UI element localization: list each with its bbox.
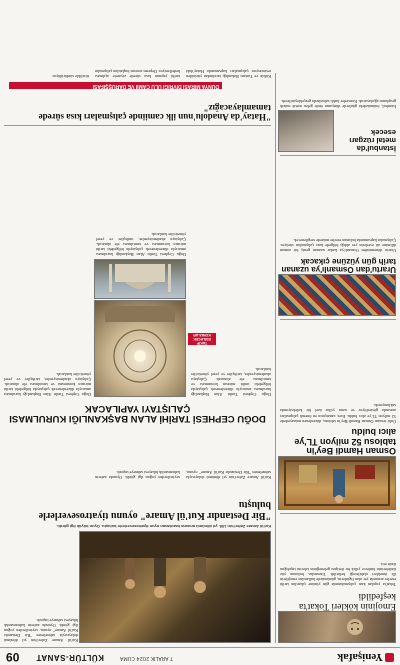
osman-hamdi-painting	[278, 456, 396, 510]
kutul-amare-body-2: Kut'ül Amare Zaferi'nin yıl dönümü dolayısıyla sahnelenen "Bir Destandır Kut'ül Amare" oyunu, seyircilerden yoğun ilgi gördü. Oyunda zaferin kahramanlık hikayesi sahneye taşındı.	[95, 469, 271, 480]
theater-stage-icon	[80, 532, 270, 642]
dogu-cephesi-body-left: Doğu Cephesi Tarihi Alan Başkanlığı kurulması amacıyla düzenlenecek çalıştayda bölgedeki tarihi mirasın korunması ve tanıtılması ele alınacak. Çalıştaya akademisyenler, tarihçiler ve yerel yöneticiler katılacak.	[191, 366, 271, 397]
dogu-cephesi-headline: DOĞU CEPHESİ TARİHİ ALAN BAŞKANLIĞI KURULMASI ÇALIŞTAYI YAPILACAK	[9, 403, 266, 424]
dogu-cephesi-body-mid: Doğu Cephesi Tarihi Alan Başkanlığı kurulması amacıyla düzenlenecek çalıştayda bölgedeki tarihi mirasın korunması ve tanıtılması ele alınacak. Çalıştaya akademisyenler, tarihçiler ve yerel yöneticiler katılacak.	[96, 231, 186, 257]
urartu-body: Urartu döneminden Osmanlı'ya kadar uzanan geniş bir zaman dilimine ait eserlerin yer aldığı bölgede kazı çalışmaları sürüyor. Çalışmalar kapsamında bulunan eserler müzede sergilenecek.	[280, 238, 396, 254]
kutul-amare-photo	[79, 531, 271, 643]
hatay-kicker: DÜNYA MİRASI DİVRİĞİ ULU CAMİİ VE DARÜŞŞİFASI	[9, 82, 222, 89]
istanbul-metal-title: İstanbul'da metal rüzgarı esecek	[349, 128, 396, 153]
tokat-body: Tokat'ta yapılan kazı çalışmalarında gün yüzüne çıkarılan tarihi eserler arasında yer alan figürlerin, günümüzde kullanılan emojilerin ilk örnekleri olabileceği belirtildi. Uzmanlar, bulunan yüz ifadelerinin binlerce yıllık bir iletişim geleneğinin izlerini taşıdığını ifade etti.	[280, 561, 396, 588]
urartu-title: Urartu'dan Osmanlı'ya uzanan tarih gün yüzüne çıkacak	[281, 256, 396, 274]
section-name: KÜLTÜR-SANAT	[36, 653, 104, 662]
historic-building-photo	[94, 259, 186, 299]
kutul-amare-body: Kut'ül Amare Zaferi'nin yıl dönümü dolayısıyla sahnelenen "Bir Destandır Kut'ül Amare" oyunu, seyircilerden yoğun ilgi gördü. Oyunda zaferin kahramanlık hikayesi sahneye taşındı.	[4, 617, 78, 643]
kutul-amare-headline: "Bir Destandır Kut'ül Amare" oyunu tiyatroseverlerle buluştu	[38, 499, 271, 521]
artifact-figure-icon	[279, 612, 395, 642]
issue-date: 7 ARALIK 2024 CUMA	[120, 655, 174, 661]
tokat-title: Emojinin kökleri Tokat'ta keşfedildi	[299, 591, 396, 611]
spot-label: TAKİP EDİLECEK KONULAR	[188, 333, 216, 345]
hatay-headline: "Hatay'da Anadolu'nun ilk camiinde çalışmaları kısa sürede tamamlayacağız"	[38, 102, 271, 122]
tokat-photo	[278, 611, 396, 643]
page-header	[0, 647, 400, 665]
istanbul-metal-body: İstanbul, önümüzdeki günlerde dünyanın önde gelen metal müzik gruplarını ağırlayacak. Konserler farklı salonlarda gerçekleştirilecek.	[280, 98, 396, 109]
hatay-body: Kültür ve Turizm Bakanlığı tarafından yürütülen restorasyon çalışmaları kapsamında Hatay'daki tarihi yapının kısa sürede ziyarete açılması hedefleniyor. Deprem sonrası başlatılan çalışmalar titizlikle sürdürülüyor.	[51, 68, 271, 79]
newspaper-logo	[337, 651, 394, 663]
logo-text: Yenişafak	[337, 651, 383, 663]
osman-hamdi-body: Ünlü ressam Osman Hamdi Bey'in tablosu, düzenlenen müzayedede 52 milyon TL'ye alıcı buldu. Eser, sanatçının en önemli çalışmaları arasında gösteriliyor ve uzun yıllar özel bir koleksiyonda saklanıyordu.	[280, 403, 396, 424]
carpet-photo	[278, 274, 396, 316]
page-number: 09	[6, 650, 20, 664]
dogu-cephesi-photo	[94, 300, 186, 397]
logo-mark-icon	[385, 653, 394, 662]
kutul-amare-intro: Kut'ül Amare Zaferi'nin 108. yıl dönümü anısına hazırlanan oyun tiyatroseverlerle buluştu. Oyun büyük ilgi gördü.	[56, 524, 271, 529]
mosque-icon	[95, 260, 185, 298]
painting-icon	[279, 457, 395, 509]
istanbul-concert-photo	[278, 110, 334, 152]
osman-hamdi-title: Osman Hamdi Bey'in tablosu 52 milyon TL'ye alıcı buldu	[294, 427, 396, 456]
dogu-cephesi-body-right: Doğu Cephesi Tarihi Alan Başkanlığı kurulması amacıyla düzenlenecek çalıştayda bölgedeki tarihi mirasın korunması ve tanıtılması ele alınacak. Çalıştaya akademisyenler, tarihçiler ve yerel yöneticiler katılacak.	[4, 371, 91, 397]
dome-interior-icon	[95, 301, 185, 396]
